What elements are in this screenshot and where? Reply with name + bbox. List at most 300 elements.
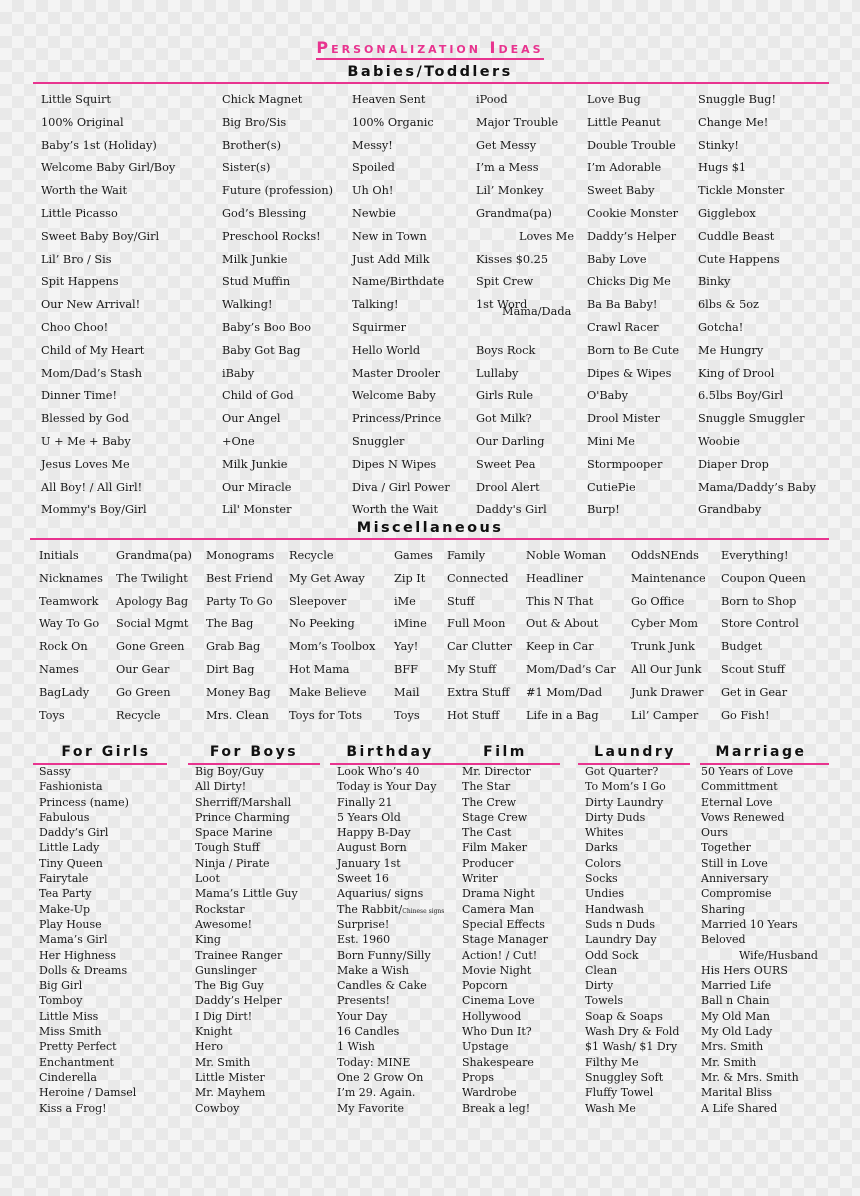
misc-item: Social Mgmt: [116, 617, 189, 631]
babies-item: Dipes & Wipes: [587, 366, 672, 380]
babies-item: I’m Adorable: [587, 161, 662, 175]
babies-item: Hello World: [352, 343, 421, 357]
category-item: Soap & Soaps: [585, 1009, 663, 1023]
babies-item: Messy!: [352, 138, 393, 152]
babies-item: Mini Me: [587, 435, 635, 448]
babies-item: CutiePie: [587, 480, 636, 494]
category-item: Big Boy/Guy: [195, 765, 264, 778]
babies-item: Baby’s Boo Boo: [222, 321, 312, 334]
category-item: My Favorite: [337, 1101, 404, 1115]
babies-item: Sweet Baby: [587, 184, 655, 198]
category-item: Sassy: [39, 765, 71, 778]
babies-item: King of Drool: [698, 366, 775, 380]
babies-item: Sweet Baby Boy/Girl: [41, 229, 160, 243]
babies-item: Snuggler: [352, 435, 405, 448]
misc-item: The Twilight: [116, 571, 188, 585]
babies-item: All Boy! / All Girl!: [41, 480, 143, 494]
category-item: Little Miss: [39, 1009, 99, 1023]
category-item: Gunslinger: [195, 963, 257, 977]
category-item: Mr. Director: [462, 765, 531, 778]
misc-item: No Peeking: [289, 617, 355, 631]
babies-item: Hugs $1: [698, 161, 747, 175]
category-item: Producer: [462, 856, 514, 870]
category-item: 5 Years Old: [337, 810, 401, 824]
category-item: Popcorn: [462, 979, 508, 993]
category-item: Born Funny/Silly: [337, 948, 431, 962]
misc-item: Hot Mama: [289, 663, 350, 676]
category-list: [462, 764, 548, 1116]
misc-item: Best Friend: [206, 571, 273, 585]
misc-item: Extra Stuff: [447, 685, 510, 699]
babies-item: Child of My Heart: [41, 343, 145, 357]
misc-item: My Get Away: [289, 571, 365, 585]
babies-item: Little Peanut: [587, 115, 661, 129]
babies-item: Diaper Drop: [698, 457, 769, 471]
babies-item: Kisses $0.25: [476, 252, 549, 266]
babies-item: Master Drooler: [352, 366, 441, 380]
babies-item: Baby Got Bag: [222, 343, 301, 357]
misc-item: Connected: [447, 571, 509, 585]
category-heading: Laundry: [594, 744, 676, 760]
category-item: Sherriff/Marshall: [195, 795, 292, 809]
misc-item: Toys: [39, 708, 65, 722]
category-heading: Film: [483, 744, 527, 760]
babies-item: Grandbaby: [698, 503, 762, 517]
babies-item: Jesus Loves Me: [41, 457, 130, 471]
babies-item: Mama/Daddy’s Baby: [698, 480, 816, 494]
misc-item: This N That: [526, 594, 594, 608]
misc-item: Gone Green: [116, 640, 185, 654]
babies-item: +One: [222, 435, 255, 448]
category-item: Dirty: [585, 979, 614, 993]
category-item: Action! / Cut!: [462, 948, 538, 962]
category-item: Make a Wish: [337, 963, 409, 977]
babies-item: Mom/Dad’s Stash: [41, 366, 142, 380]
babies-item: Princess/Prince: [352, 412, 442, 426]
babies-item: Our Darling: [476, 435, 545, 448]
category-item: Mr. Mayhem: [195, 1086, 266, 1100]
category-list: [39, 764, 136, 1116]
babies-item: O'Baby: [587, 389, 629, 403]
category-item: Beloved: [701, 933, 746, 947]
category-item: Little Lady: [39, 841, 100, 855]
category-item: January 1st: [337, 856, 401, 870]
category-item: Pretty Perfect: [39, 1040, 117, 1054]
category-item: Fashionista: [39, 780, 103, 794]
misc-item: Mom’s Toolbox: [289, 640, 376, 654]
category-item: Tea Party: [39, 887, 92, 901]
babies-item: Snuggle Bug!: [698, 93, 776, 106]
category-item: Darks: [585, 841, 618, 855]
category-item: Her Highness: [39, 948, 116, 962]
category-item: One 2 Grow On: [337, 1070, 424, 1084]
babies-item: God’s Blessing: [222, 207, 307, 220]
misc-item: Party To Go: [206, 594, 273, 608]
misc-item: Everything!: [721, 549, 789, 562]
misc-item: BFF: [394, 663, 418, 676]
category-item: 16 Candles: [337, 1025, 400, 1039]
category-item: Rockstar: [195, 902, 245, 916]
babies-item: Burp!: [587, 503, 620, 517]
category-item: Fabulous: [39, 810, 90, 824]
misc-item: #1 Mom/Dad: [526, 685, 603, 699]
babies-item: Just Add Milk: [352, 252, 430, 266]
category-heading: For Boys: [209, 744, 299, 760]
category-item: Daddy’s Girl: [39, 826, 109, 840]
misc-item: iMe: [394, 594, 416, 608]
babies-item: Lullaby: [476, 366, 519, 380]
category-item: Hero: [195, 1040, 223, 1054]
misc-divider: [30, 538, 829, 540]
category-item: Play House: [39, 917, 102, 931]
category-item: Ball n Chain: [701, 994, 770, 1008]
misc-item: Family: [447, 549, 486, 562]
category-item: Loot: [195, 872, 220, 886]
babies-item: Sister(s): [222, 161, 271, 175]
category-item: My Old Lady: [701, 1025, 773, 1039]
category-item: Handwash: [585, 902, 644, 916]
category-item: Stage Manager: [462, 933, 548, 947]
category-item: Sweet 16: [337, 872, 389, 886]
category-item: Today: MINE: [337, 1055, 411, 1069]
babies-item: Our Angel: [222, 412, 281, 426]
babies-item: iPood: [476, 93, 508, 106]
babies-item: 100% Organic: [352, 115, 434, 129]
misc-item: Toys for Tots: [289, 708, 362, 722]
category-item: Shakespeare: [462, 1055, 534, 1069]
category-item: Towels: [585, 994, 624, 1008]
babies-item: Spit Crew: [476, 275, 534, 289]
category-item: Whites: [585, 826, 624, 840]
category-item: Mrs. Smith: [701, 1040, 764, 1054]
babies-item: Me Hungry: [698, 343, 764, 357]
babies-item: Our New Arrival!: [41, 298, 141, 312]
category-item: Married 10 Years: [701, 917, 798, 931]
babies-item: Dipes N Wipes: [352, 457, 437, 471]
babies-item: Tickle Monster: [698, 184, 785, 198]
misc-item: Life in a Bag: [526, 708, 599, 722]
babies-item: Future (profession): [222, 184, 334, 198]
babies-item: Get Messy: [476, 138, 537, 152]
babies-item: Worth the Wait: [41, 184, 128, 198]
babies-item: Squirmer: [352, 321, 407, 334]
category-item: Candles & Cake: [337, 979, 427, 993]
category-item: Still in Love: [701, 856, 768, 870]
misc-heading: Miscellaneous: [356, 520, 504, 536]
misc-item: Apology Bag: [116, 594, 189, 608]
misc-item: Dirt Bag: [206, 663, 255, 676]
misc-item: Maintenance: [631, 571, 706, 585]
category-item: The Crew: [462, 795, 517, 809]
category-item: Dolls & Dreams: [39, 963, 128, 977]
misc-item: Mrs. Clean: [206, 708, 269, 722]
babies-item: Our Miracle: [222, 480, 292, 494]
category-heading: Marriage: [715, 744, 807, 760]
misc-item: Our Gear: [116, 663, 170, 676]
babies-item: Born to Be Cute: [587, 343, 680, 357]
babies-item: Heaven Sent: [352, 93, 426, 106]
category-item: Together: [701, 841, 751, 855]
category-item: Aquarius/ signs: [337, 887, 424, 901]
category-item: Mama’s Girl: [39, 933, 108, 947]
category-item: Who Dun It?: [462, 1025, 532, 1039]
misc-item: Go Fish!: [721, 708, 770, 722]
category-item: Mr. Smith: [195, 1055, 251, 1069]
babies-item: Love Bug: [587, 93, 641, 106]
misc-item: Go Green: [116, 685, 171, 699]
babies-item: Preschool Rocks!: [222, 229, 321, 243]
babies-item: Got Milk?: [476, 412, 532, 426]
category-item: Tomboy: [39, 994, 83, 1008]
category-list: [337, 764, 444, 1116]
babies-item: Boys Rock: [476, 343, 536, 357]
category-item: Heroine / Damsel: [39, 1086, 137, 1100]
babies-item: Cuddle Beast: [698, 229, 775, 243]
category-item: I’m 29. Again.: [337, 1086, 416, 1100]
babies-item: Drool Mister: [587, 412, 660, 426]
babies-item: Cookie Monster: [587, 207, 679, 220]
category-item: Dirty Laundry: [585, 795, 664, 809]
babies-item: 1st Word: [476, 298, 528, 312]
category-item: Undies: [585, 887, 625, 901]
category-item: Presents!: [337, 994, 390, 1008]
category-item: Special Effects: [462, 917, 545, 931]
category-item: Enchantment: [39, 1055, 114, 1069]
babies-item: Drool Alert: [476, 480, 540, 494]
category-item: Suds n Duds: [585, 917, 655, 931]
category-item: Cowboy: [195, 1101, 240, 1115]
category-item: Wife/Husband: [739, 948, 818, 962]
babies-item: Little Picasso: [41, 207, 118, 220]
category-item: August Born: [337, 841, 407, 855]
category-item: Make-Up: [39, 902, 91, 916]
category-item: Film Maker: [462, 841, 527, 855]
category-heading: Birthday: [346, 744, 434, 760]
category-item: Est. 1960: [337, 933, 391, 947]
babies-item: Mama/Dada: [502, 305, 572, 319]
category-item: Awesome!: [195, 917, 253, 931]
category-item: Clean: [585, 963, 618, 977]
category-item: Kiss a Frog!: [39, 1101, 107, 1115]
misc-item: Names: [39, 663, 79, 676]
misc-item: Keep in Car: [526, 640, 594, 654]
misc-item: Trunk Junk: [631, 640, 695, 654]
category-item: Compromise: [701, 887, 772, 901]
misc-item: Store Control: [721, 617, 799, 631]
babies-item: Binky: [698, 275, 731, 289]
category-item: Odd Sock: [585, 948, 639, 962]
babies-item: Mommy's Boy/Girl: [41, 503, 147, 517]
babies-item: Brother(s): [222, 138, 282, 152]
babies-item: Blessed by God: [41, 412, 129, 426]
babies-item: Milk Junkie: [222, 457, 288, 471]
category-item: Princess (name): [39, 795, 129, 809]
babies-item: Baby’s 1st (Holiday): [41, 138, 157, 152]
misc-item: iMine: [394, 617, 427, 631]
misc-item: Nicknames: [39, 571, 103, 585]
babies-item: Newbie: [352, 207, 396, 220]
category-item: His Hers OURS: [701, 963, 788, 977]
category-item: Space Marine: [195, 826, 273, 840]
misc-item: Hot Stuff: [447, 708, 500, 722]
babies-item: Big Bro/Sis: [222, 115, 287, 129]
misc-item: Teamwork: [39, 594, 99, 608]
category-item: Laundry Day: [585, 933, 657, 947]
category-item: Break a leg!: [462, 1101, 531, 1115]
babies-item: Diva / Girl Power: [352, 480, 450, 494]
category-item: The Cast: [462, 826, 512, 840]
babies-item: Sweet Pea: [476, 457, 536, 471]
category-item: Finally 21: [337, 795, 393, 809]
category-item: Props: [462, 1070, 494, 1084]
category-item: Vows Renewed: [701, 810, 785, 824]
category-item: A Life Shared: [701, 1101, 778, 1115]
category-item: Hollywood: [462, 1009, 522, 1023]
babies-item: Dinner Time!: [41, 389, 117, 403]
category-item: Wash Me: [585, 1101, 636, 1115]
babies-item: Walking!: [222, 298, 273, 312]
babies-item: 100% Original: [41, 115, 124, 129]
category-item: Camera Man: [462, 902, 535, 916]
babies-item: Milk Junkie: [222, 252, 288, 266]
category-item: Fluffy Towel: [585, 1086, 654, 1100]
category-item: Mr. Smith: [701, 1055, 757, 1069]
category-item: Got Quarter?: [585, 765, 659, 778]
category-item: 50 Years of Love: [701, 765, 794, 778]
babies-item: Grandma(pa): [476, 207, 552, 220]
misc-item: Full Moon: [447, 617, 506, 631]
babies-item: 6lbs & 5oz: [698, 298, 760, 312]
category-item: Stage Crew: [462, 810, 528, 824]
misc-item: OddsNEnds: [631, 549, 699, 562]
category-item: Drama Night: [462, 887, 535, 901]
category-item: The Rabbit/Chinese signs: [337, 902, 445, 916]
misc-item: Way To Go: [39, 617, 100, 631]
babies-item: Stinky!: [698, 138, 739, 152]
category-list: [195, 764, 298, 1116]
babies-item: Major Trouble: [476, 115, 559, 129]
category-item: Fairytale: [39, 872, 89, 886]
misc-item: Initials: [39, 549, 79, 562]
category-item: Daddy’s Helper: [195, 994, 282, 1008]
category-item: Tough Stuff: [195, 841, 260, 855]
misc-item: Cyber Mom: [631, 617, 699, 631]
babies-item: Baby Love: [587, 252, 647, 266]
misc-item: Monograms: [206, 549, 275, 562]
babies-item: Lil' Monster: [222, 503, 292, 517]
babies-item: Lil’ Bro / Sis: [41, 252, 112, 266]
babies-item: Little Squirt: [41, 93, 111, 106]
babies-item: Lil’ Monkey: [476, 184, 544, 198]
babies-item: Ba Ba Baby!: [587, 298, 658, 312]
misc-item: Recycle: [289, 549, 334, 562]
babies-item: Gotcha!: [698, 321, 744, 334]
category-list: [585, 764, 679, 1116]
category-item: Knight: [195, 1025, 233, 1039]
category-item: 1 Wish: [337, 1040, 375, 1054]
misc-item: Rock On: [39, 640, 88, 654]
misc-item: Grandma(pa): [116, 549, 192, 562]
babies-divider: [33, 82, 829, 84]
misc-item: Lil’ Camper: [631, 708, 699, 722]
category-item: Trainee Ranger: [195, 948, 283, 962]
category-item: Wardrobe: [462, 1086, 517, 1100]
misc-item: Mom/Dad’s Car: [526, 663, 616, 676]
babies-item: Change Me!: [698, 115, 769, 129]
babies-item: Welcome Baby Girl/Boy: [41, 161, 176, 175]
babies-item: Stormpooper: [587, 457, 663, 471]
babies-item: Welcome Baby: [352, 389, 436, 403]
misc-item: Yay!: [394, 640, 419, 654]
category-item: Mr. & Mrs. Smith: [701, 1070, 799, 1084]
babies-item: Double Trouble: [587, 138, 676, 152]
babies-item: I’m a Mess: [476, 161, 539, 175]
babies-item: Woobie: [698, 435, 740, 448]
babies-item: Gigglebox: [698, 207, 756, 220]
category-item: Upstage: [462, 1040, 509, 1054]
category-item: The Star: [462, 780, 511, 794]
misc-item: Junk Drawer: [631, 685, 704, 699]
misc-item: Sleepover: [289, 594, 347, 608]
misc-item: Scout Stuff: [721, 663, 785, 676]
misc-item: Mail: [394, 685, 420, 699]
babies-item: iBaby: [222, 366, 255, 380]
category-item: Ninja / Pirate: [195, 856, 270, 870]
category-item: Marital Bliss: [701, 1086, 773, 1100]
category-item: Anniversary: [701, 872, 769, 886]
category-item: My Old Man: [701, 1009, 770, 1023]
babies-item: Girls Rule: [476, 389, 534, 403]
babies-item: Chick Magnet: [222, 93, 303, 106]
category-item: To Mom’s I Go: [585, 780, 666, 794]
babies-item: Loves Me: [519, 229, 575, 243]
misc-item: Coupon Queen: [721, 571, 806, 585]
babies-item: U + Me + Baby: [41, 435, 131, 448]
babies-item: New in Town: [352, 229, 427, 243]
page-title: Personalization Ideas: [0, 38, 860, 57]
babies-item: Daddy's Girl: [476, 503, 547, 517]
category-item: Married Life: [701, 979, 772, 993]
category-item: Sharing: [701, 902, 746, 916]
category-item: Mama’s Little Guy: [195, 887, 298, 901]
babies-item: Worth the Wait: [352, 503, 439, 517]
misc-item: Recycle: [116, 708, 161, 722]
category-item: Little Mister: [195, 1070, 265, 1084]
misc-item: Grab Bag: [206, 640, 261, 654]
category-item: Colors: [585, 856, 622, 870]
category-item: Movie Night: [462, 963, 532, 977]
category-item: Wash Dry & Fold: [585, 1025, 680, 1039]
category-item: Eternal Love: [701, 795, 773, 809]
misc-item: Money Bag: [206, 685, 271, 699]
misc-item: Car Clutter: [447, 640, 513, 654]
babies-item: Cute Happens: [698, 252, 780, 266]
misc-item: Noble Woman: [526, 549, 607, 562]
category-item: Committment: [701, 780, 778, 794]
small-note: Chinese signs: [402, 907, 445, 915]
babies-item: Daddy’s Helper: [587, 229, 677, 243]
misc-item: Born to Shop: [721, 594, 797, 608]
misc-item: Stuff: [447, 594, 475, 608]
category-item: All Dirty!: [195, 780, 247, 794]
babies-item: Talking!: [352, 298, 399, 312]
babies-item: Chicks Dig Me: [587, 275, 671, 289]
category-item: Look Who’s 40: [337, 765, 420, 778]
babies-item: Choo Choo!: [41, 321, 109, 334]
category-item: Dirty Duds: [585, 810, 646, 824]
babies-item: Name/Birthdate: [352, 275, 445, 289]
category-item: The Big Guy: [195, 979, 264, 993]
